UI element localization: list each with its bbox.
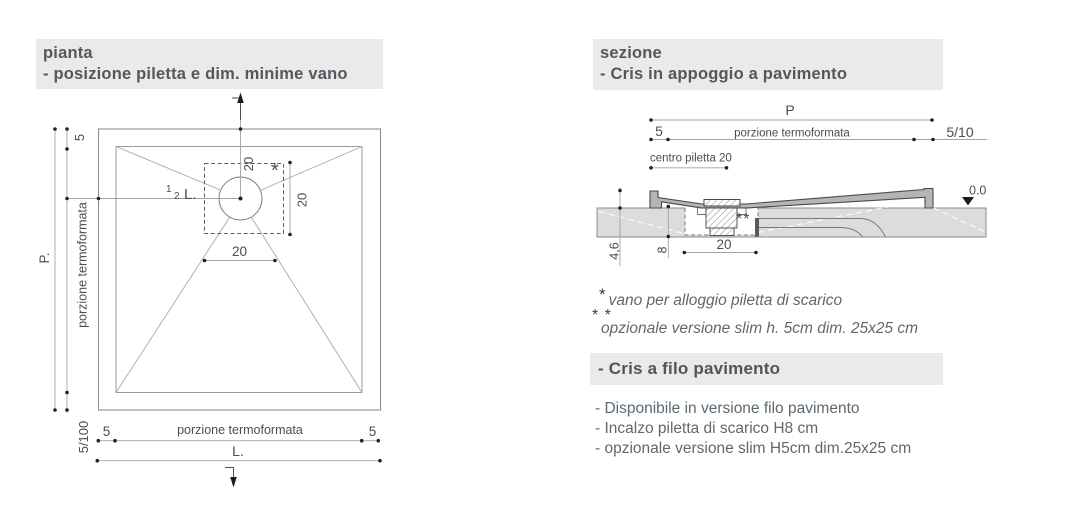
plan-dim-markers [53, 127, 382, 462]
plan-half-length-den: 2 [174, 191, 180, 202]
plan-heading-line2: - posizione piletta e dim. minime vano [43, 65, 348, 83]
section-view-drawing [597, 102, 987, 266]
plan-label-border-top: 5 [72, 133, 87, 142]
section-cut-arrow-top [232, 93, 244, 121]
feature-item: - opzionale versione slim H5cm dim.25x25 cm [595, 440, 912, 458]
section-heading-line1: sezione [600, 44, 662, 62]
zero-level-marker [962, 197, 974, 206]
section-label-border-left: 5 [655, 123, 663, 139]
plan-label-bottom-portion: porzione termoformata [177, 423, 303, 437]
floor-slab [597, 208, 986, 237]
plan-outer-rect [99, 129, 381, 410]
plan-label-bottom-right: 5 [368, 424, 377, 439]
plan-centerlines [67, 103, 241, 199]
note-drain-housing [599, 285, 843, 310]
plan-label-side-portion: porzione termoformata [75, 202, 90, 328]
plan-label-drain-offset-top: 20 [241, 156, 256, 172]
section-label-drain-center: centro piletta 20 [650, 152, 732, 165]
note-asterisk: * [599, 285, 606, 304]
note-slim-text: opzionale versione slim h. 5cm dim. 25x25 cm [601, 320, 919, 337]
drain-grate [704, 200, 740, 207]
note-slim-asterisks: * * [592, 307, 612, 324]
plan-label-drain-box-bottom: 20 [231, 244, 248, 259]
section-label-recess-depth: 8 [655, 246, 670, 254]
plan-label-total-height: P. [37, 252, 52, 264]
section-label-tray-height: 4,6 [607, 242, 622, 260]
plan-label-drain-box-right: 20 [294, 192, 310, 208]
feature-list [595, 399, 911, 460]
plan-label-border-bottom: 5/100 [76, 420, 91, 454]
plan-half-length-unit: L. [184, 186, 197, 203]
section-cut-arrow-bottom [225, 467, 237, 488]
plan-asterisk: * [271, 160, 279, 182]
note-drain-housing-text: vano per alloggio piletta di scarico [608, 292, 843, 309]
section-slim-marker: ** [736, 211, 751, 228]
section-label-border-right: 5/10 [946, 124, 974, 140]
plan-view-drawing [37, 93, 382, 488]
feature-item: - Incalzo piletta di scarico H8 cm [595, 420, 819, 438]
plan-half-length-num: 1 [166, 184, 172, 195]
plan-label-total-width: L. [232, 443, 244, 459]
flush-floor-subheading: - Cris a filo pavimento [590, 353, 943, 385]
feature-item: - Disponibile in versione filo pavimento [595, 400, 860, 417]
tray-shell [650, 189, 933, 209]
pipe-connector [755, 218, 759, 237]
section-heading-line2: - Cris in appoggio a pavimento [600, 65, 848, 83]
plan-heading-line1: pianta [43, 44, 93, 62]
section-label-total-width: P [785, 102, 795, 118]
section-label-recess-width: 20 [716, 237, 732, 252]
section-label-portion: porzione termoformata [734, 127, 850, 140]
section-label-level: 0.0 [969, 183, 987, 198]
plan-label-bottom-left: 5 [102, 424, 111, 439]
